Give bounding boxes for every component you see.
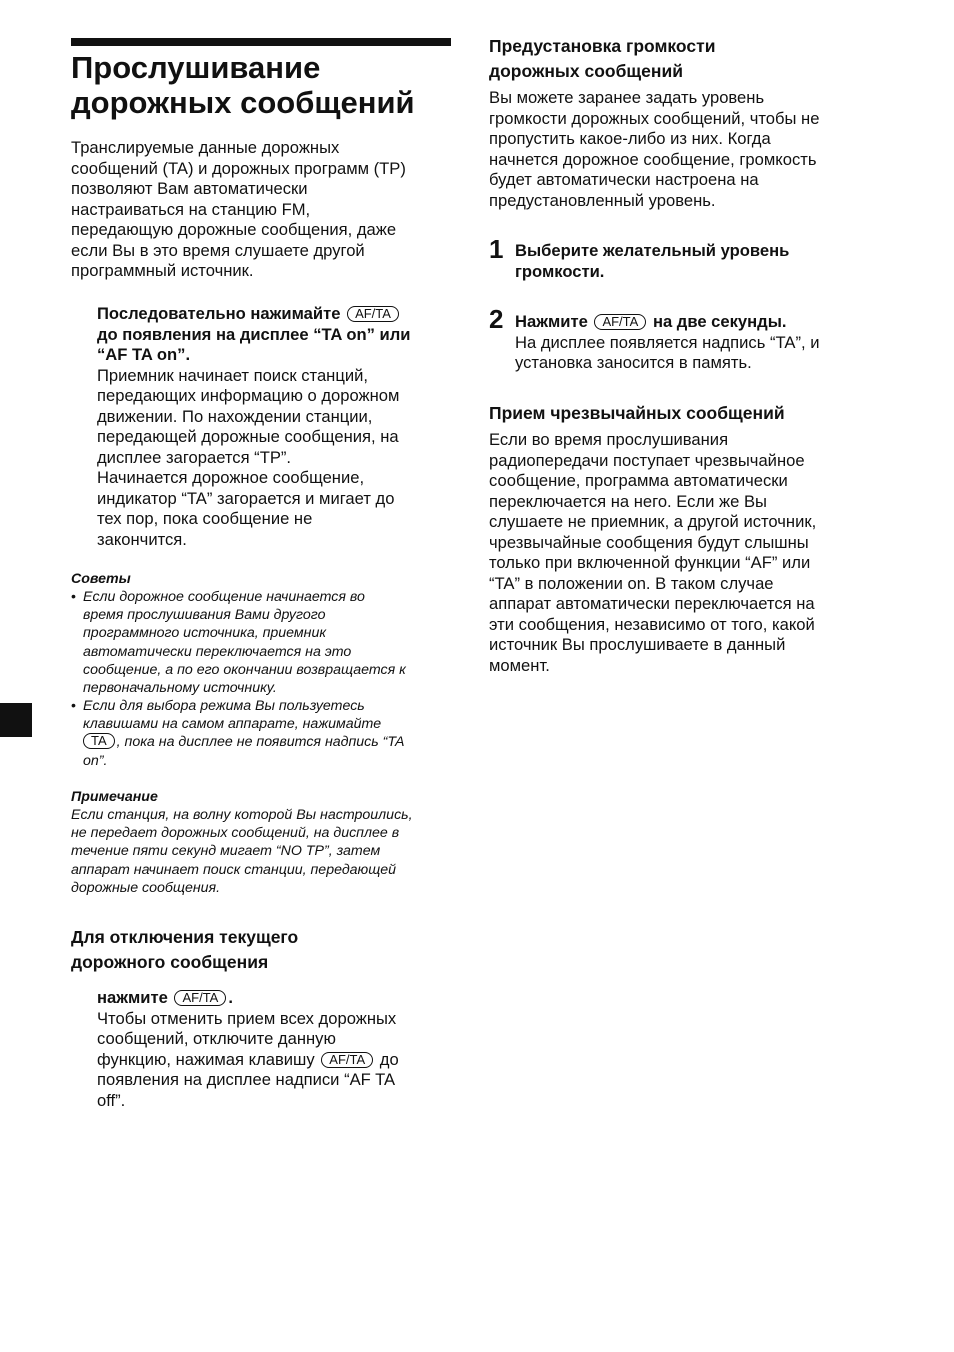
text-line: передающей дорожные сообщения, на: [97, 427, 399, 446]
bullet-marker: •: [71, 589, 76, 605]
text-line: Транслируемые данные дорожных: [71, 138, 340, 157]
emergency-heading: Прием чрезвычайных сообщений: [489, 403, 785, 423]
text-line: клавишами на самом аппарате, нажимайте: [83, 716, 382, 733]
ta-key: TA: [83, 733, 115, 749]
text-line: закончится.: [97, 529, 187, 549]
title-line: Прослушивание: [71, 50, 321, 85]
step-number-1: 1: [489, 234, 504, 264]
text-line: Чтобы отменить прием всех дорожных: [97, 1008, 397, 1028]
text-fragment: до: [379, 1049, 399, 1069]
preset-paragraph: [489, 88, 869, 211]
heading-line: Предустановка громкости: [489, 36, 716, 56]
heading-line: дорожных сообщений: [489, 61, 683, 81]
text-line: Выберите желательный уровень: [515, 241, 790, 260]
text-line: [83, 733, 453, 751]
text-line: предустановленный уровень.: [489, 190, 716, 210]
tips-heading: Советы: [71, 571, 131, 587]
text-line: появления на дисплее надписи “AF TA: [97, 1070, 396, 1089]
text-line: индикатор “TA” загорается и мигает до: [97, 488, 395, 508]
text-line: передающую дорожные сообщения, даже: [71, 220, 397, 239]
section-tab-marker: [0, 703, 32, 737]
text-line: сообщение, а по его окончании возвращается к: [83, 661, 406, 678]
intro-paragraph: [71, 138, 406, 282]
cancel-block: [97, 988, 457, 1111]
text-line: сообщение, программа автоматически: [489, 471, 788, 490]
text-line: Вы можете заранее задать уровень: [489, 88, 765, 107]
text-line: позволяют Вам автоматически: [71, 179, 308, 198]
text-line: тех пор, пока сообщение не: [97, 509, 313, 528]
step-2-text: [515, 312, 875, 374]
step-number-2: 2: [489, 304, 504, 334]
instruction-step-line: [97, 304, 457, 325]
af-ta-key: AF/TA: [174, 990, 226, 1006]
text-line: [97, 1050, 457, 1071]
step-text: Нажмите: [515, 312, 588, 331]
text-line: дорожные сообщения.: [71, 879, 221, 896]
text-line: громкости дорожных сообщений, чтобы не: [489, 108, 820, 128]
text-line: программный источник.: [71, 261, 254, 280]
text-line: источник Вы прослушиваете в данный: [489, 635, 786, 654]
text-line: Если для выбора режима Вы пользуетесь: [83, 698, 365, 714]
text-line: on”.: [83, 752, 108, 769]
note-heading: Примечание: [71, 789, 158, 805]
heading-line: Для отключения текущего: [71, 927, 299, 947]
text-line: сообщений, отключите данную: [97, 1029, 336, 1048]
text-line: “TA” в положении on. В таком случае: [489, 573, 774, 593]
af-ta-key: AF/TA: [594, 314, 646, 330]
text-line: только при включенной функции “AF” или: [489, 553, 811, 572]
text-line: не передает дорожных сообщений, на дисплее в: [71, 825, 400, 842]
instruction-step-text: Последовательно нажимайте: [97, 304, 341, 323]
text-line: установка заносится в память.: [515, 353, 752, 372]
instruction-step-line: до появления на дисплее “TA on” или: [97, 324, 411, 344]
tip-text: , пока на дисплее не появится надпись “TA: [116, 734, 405, 751]
text-line: Если дорожное сообщение начинается во: [83, 589, 365, 605]
text-line: момент.: [489, 655, 550, 675]
preset-heading: [489, 34, 715, 84]
text-line: чрезвычайные сообщения будут слышны: [489, 532, 809, 552]
text-line: слушаете не приемник, а другой источник,: [489, 512, 817, 531]
cancel-step-line: [97, 988, 457, 1009]
note-text: [71, 806, 451, 897]
text-line: автоматически переключается на это: [83, 643, 352, 660]
bullet-marker: •: [71, 698, 76, 714]
text-line: передающих информацию о дорожном: [97, 386, 400, 405]
text-line: сообщений (TA) и дорожных программ (TP): [71, 158, 406, 178]
step-line: [515, 312, 875, 333]
step-text: на две секунды.: [652, 312, 787, 331]
text-line: радиопередачи поступает чрезвычайное: [489, 450, 805, 470]
emergency-paragraph: [489, 430, 869, 676]
text-line: если Вы в это время слушаете другой: [71, 240, 365, 260]
text-line: Если во время прослушивания: [489, 430, 729, 449]
cancel-heading: [71, 925, 298, 975]
instruction-step-line: “AF TA on”.: [97, 345, 191, 364]
punctuation: .: [228, 988, 233, 1007]
text-line: течение пяти секунд мигает “NO TP”, затем: [71, 843, 381, 860]
af-ta-key: AF/TA: [321, 1052, 373, 1068]
text-line: На дисплее появляется надпись “TA”, и: [515, 332, 820, 352]
af-ta-key: AF/TA: [347, 306, 399, 322]
title-rule: [71, 38, 451, 46]
text-line: будет автоматически настроена на: [489, 170, 759, 189]
instruction-block: [97, 304, 457, 550]
text-line: off”.: [97, 1090, 126, 1110]
text-line: начнется дорожное сообщение, громкость: [489, 149, 817, 169]
heading-line: дорожного сообщения: [71, 952, 269, 972]
tip-item-2: [83, 697, 453, 770]
text-line: аппарат автоматически переключается на: [489, 594, 815, 613]
text-line: первоначальному источнику.: [83, 680, 277, 697]
text-line: пропустить какое-либо из них. Когда: [489, 129, 771, 148]
text-line: настраиваться на станцию FM,: [71, 199, 311, 219]
text-line: программного источника, приемник: [83, 625, 327, 642]
text-fragment: функцию, нажимая клавишу: [97, 1049, 315, 1069]
text-line: переключается на него. Если же Вы: [489, 491, 767, 511]
text-line: аппарат начинает поиск станции, передающей: [71, 861, 397, 878]
tip-item-1: [83, 588, 453, 697]
text-line: Приемник начинает поиск станций,: [97, 365, 368, 385]
text-line: Начинается дорожное сообщение,: [97, 468, 365, 487]
text-line: движении. По нахождении станции,: [97, 406, 373, 426]
step-1-text: [515, 241, 875, 282]
text-line: эти сообщения, независимо от того, какой: [489, 614, 815, 634]
text-line: Если станция, на волну которой Вы настроились,: [71, 807, 413, 823]
cancel-step-text: нажмите: [97, 988, 168, 1007]
page-title: [71, 50, 461, 120]
text-line: время прослушивания Вами другого: [83, 607, 326, 624]
title-line: дорожных сообщений: [71, 85, 415, 120]
text-line: дисплее загорается “TP”.: [97, 447, 292, 467]
text-line: громкости.: [515, 261, 605, 281]
